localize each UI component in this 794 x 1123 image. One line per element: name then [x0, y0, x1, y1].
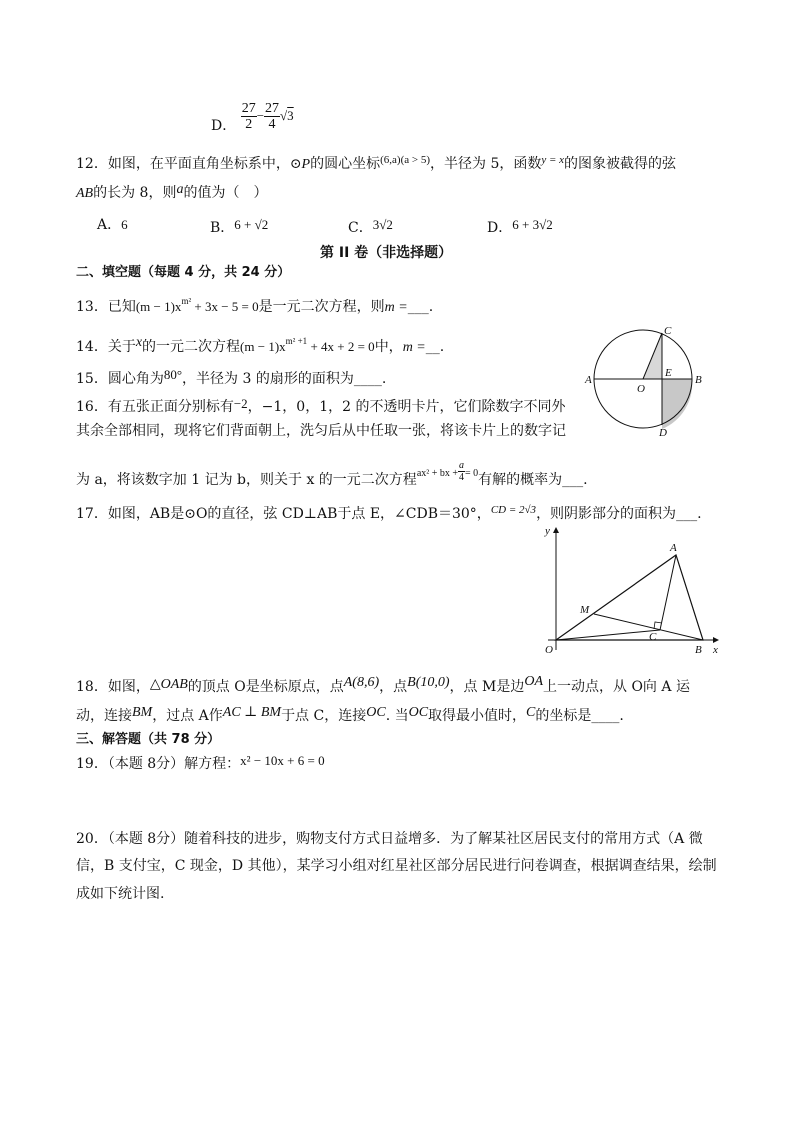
center-coord: (6,a)(a > 5) — [380, 154, 430, 166]
label-a: A — [670, 542, 677, 554]
segment-oc — [556, 630, 660, 640]
q12-line-2: AB的长为 8，则a的值为（ ） — [76, 182, 268, 201]
q11-option-d: D． $\frac{27}{2}$ − $\frac{27}{4}$ √3 — [211, 100, 294, 134]
q14: 14．关于x的一元二次方程$(m - 1)x^{m^2 +1} + 4x + 2 = 0$中，m =__. — [76, 335, 445, 355]
q12-option-c: C．3√2 — [348, 217, 393, 236]
q12-line-1: 12．如图，在平面直角坐标系中，⊙P的圆心坐标$^{(6,a)(a > 5)}$，半径为 5，函数$^{y = x}$的图象被截得的弦 — [76, 154, 677, 172]
fraction-27-4: $\frac{27}{4}$ — [265, 100, 280, 132]
label-d: D — [659, 427, 667, 439]
circle-p: ⊙P — [289, 157, 311, 172]
label-o: O — [637, 383, 645, 395]
fraction-27-2: $\frac{27}{2}$ — [241, 100, 256, 132]
q19: 19．（本题 8分）解方程：x² − 10x + 6 = 0 — [76, 753, 325, 772]
q18-answer-blank[interactable]: ____ — [591, 708, 620, 724]
label-y: y — [545, 525, 550, 537]
q15-answer-blank[interactable]: ____ — [353, 371, 382, 387]
label-e: E — [665, 367, 672, 379]
q17-answer-blank[interactable]: ___ — [676, 506, 698, 522]
q16-line-3: 为 a，将该数字加 1 记为 b，则关于 x 的一元二次方程$^{ax^2 + bx +}$ $\frac{a}{4}$ $^{= 0}$有解的概率为___. — [76, 460, 588, 488]
q17: 17．如图，AB是⊙O的直径，弦 CD⊥AB于点 E，∠CDB＝30°，$^{CD = 2√3}$，则阴影部分的面积为___. — [76, 504, 702, 522]
q12-option-b: B．6 + √2 — [210, 217, 269, 236]
q12-option-d: D．6 + 3√2 — [487, 217, 553, 236]
q16-answer-blank[interactable]: ___ — [562, 472, 584, 488]
q15: 15．圆心角为80°，半径为 3 的扇形的面积为____. — [76, 367, 387, 387]
part-2-title: 第 II 卷（非选择题） — [320, 245, 453, 261]
q18-line-1: 18．如图，△OAB的顶点 O是坐标原点，点A(8,6)，点B(10,0)，点 M是边OA上一动点，从 O向 A 运 — [76, 674, 690, 695]
q17-circle-figure — [584, 322, 706, 442]
q18-line-2: 动，连接BM，过点 A作AC ⊥ BM于点 C，连接OC. 当OC取得最小值时，C的坐标是____. — [76, 705, 624, 724]
label-b: B — [695, 374, 702, 386]
q20-line-3: 成如下统计图. — [76, 886, 165, 902]
q20-line-2: 信，B 支付宝，C 现金，D 其他），某学习小组对红星社区部分居民进行问卷调查，根据调查结果，绘制 — [76, 858, 717, 874]
label-x: x — [713, 644, 718, 656]
label-b: B — [695, 644, 702, 656]
section-3-title: 三、解答题（共 78 分） — [76, 732, 221, 747]
q14-answer-blank[interactable]: __ — [425, 339, 440, 355]
q20-line-1: 20．（本题 8分）随着科技的进步，购物支付方式日益增多．为了解某社区居民支付的常用方式（A 微 — [76, 831, 703, 847]
q13-answer-blank[interactable]: ___ — [407, 299, 429, 315]
q13: 13．已知$(m - 1)x^{m^2} + 3x - 5 = 0$是一元二次方程，则m =___. — [76, 296, 434, 315]
q12-option-a: A．6 — [97, 217, 128, 233]
function-expr: y = x — [541, 154, 565, 166]
label-c: C — [664, 325, 672, 337]
segment-ac — [660, 555, 676, 630]
q18-triangle-figure — [538, 522, 728, 657]
q16-line-1: 16．有五张正面分别标有−2，−1，0，1，2 的不透明卡片，它们除数字不同外 — [76, 396, 566, 415]
label-o: O — [545, 644, 553, 656]
label-c: C — [649, 631, 657, 643]
section-2-title: 二、填空题（每题 4 分，共 24 分） — [76, 265, 291, 280]
triangle-oab — [556, 555, 703, 640]
label-m: M — [580, 604, 590, 616]
q11-option-d-label: D． — [211, 118, 237, 134]
q16-line-2: 其余全部相同，现将它们背面朝上，洗匀后从中任取一张，将该卡片上的数字记 — [76, 423, 566, 439]
label-a: A — [585, 374, 592, 386]
